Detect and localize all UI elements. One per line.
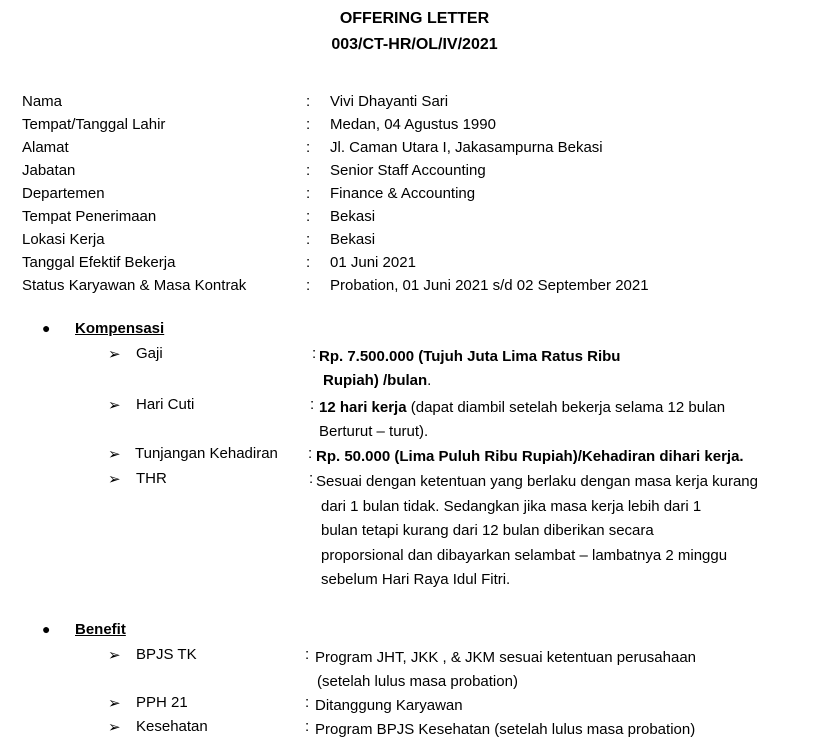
bpjs-tk-line: Program JHT, JKK , & JKM sesuai ketentuan perusahaan <box>315 649 697 666</box>
item-label-hari-cuti: Hari Cuti <box>136 396 195 413</box>
item-value-kesehatan: Program BPJS Kesehatan (setelah lulus masa probation) <box>315 721 696 738</box>
item-colon: : <box>308 445 313 462</box>
info-colon: : <box>306 254 311 271</box>
thr-line: bulan tetapi kurang dari 12 bulan diberikan secara <box>321 522 654 539</box>
item-value-gaji <box>319 345 799 392</box>
info-row <box>22 274 802 297</box>
info-row <box>22 113 802 136</box>
info-label: Status Karyawan & Masa Kontrak <box>22 277 247 294</box>
info-colon: : <box>306 116 311 133</box>
info-colon: : <box>306 185 311 202</box>
arrow-icon: ➢ <box>108 647 121 664</box>
info-value: 01 Juni 2021 <box>330 254 416 271</box>
arrow-icon: ➢ <box>108 719 121 736</box>
thr-line: Sesuai dengan ketentuan yang berlaku dengan masa kerja kurang <box>316 473 758 490</box>
bullet-icon: ● <box>42 621 51 637</box>
info-row <box>22 205 802 228</box>
cuti-note: (dapat diambil setelah bekerja selama 12 bulan <box>406 399 726 416</box>
section-title-benefit: Benefit <box>75 621 126 638</box>
letter-number: 003/CT-HR/OL/IV/2021 <box>331 36 498 53</box>
item-label-thr: THR <box>136 470 167 487</box>
info-colon: : <box>306 139 311 156</box>
item-colon: : <box>305 718 310 735</box>
info-value: Finance & Accounting <box>330 185 476 202</box>
info-label: Nama <box>22 93 63 110</box>
info-colon: : <box>306 93 311 110</box>
thr-line: proporsional dan dibayarkan selambat – lambatnya 2 minggu <box>321 546 728 564</box>
bpjs-tk-line: (setelah lulus masa probation) <box>317 672 518 690</box>
thr-line: dari 1 bulan tidak. Sedangkan jika masa kerja lebih dari 1 <box>321 497 702 515</box>
info-value: Vivi Dhayanti Sari <box>330 93 449 110</box>
cuti-note-line2: Berturut – turut). <box>319 422 429 440</box>
info-row <box>22 251 802 274</box>
item-label-pph21: PPH 21 <box>136 694 188 711</box>
info-label: Departemen <box>22 185 105 202</box>
gaji-period-end: . <box>427 371 432 389</box>
info-label: Alamat <box>22 139 69 156</box>
item-label-tunjangan: Tunjangan Kehadiran <box>135 445 278 462</box>
section-title-kompensasi: Kompensasi <box>75 320 165 337</box>
info-value: Medan, 04 Agustus 1990 <box>330 116 496 133</box>
item-value-bpjs-tk <box>315 646 815 693</box>
info-colon: : <box>306 277 311 294</box>
cuti-days: 12 hari kerja <box>319 399 407 416</box>
item-colon: : <box>309 470 314 487</box>
tunjangan-amount: Rp. 50.000 (Lima Puluh Ribu Rupiah)/Kehadiran dihari kerja. <box>316 448 744 465</box>
item-colon: : <box>305 694 310 711</box>
info-row <box>22 90 802 113</box>
bullet-icon: ● <box>42 320 51 336</box>
info-label: Tempat/Tanggal Lahir <box>22 116 166 133</box>
info-label: Jabatan <box>22 162 76 179</box>
gaji-amount-line2: Rupiah) /bulan <box>323 371 428 389</box>
item-value-pph21: Ditanggung Karyawan <box>315 697 463 714</box>
info-row <box>22 136 802 159</box>
item-label-kesehatan: Kesehatan <box>136 718 208 735</box>
arrow-icon: ➢ <box>108 397 121 414</box>
arrow-icon: ➢ <box>108 446 121 463</box>
employee-info <box>22 90 802 297</box>
arrow-icon: ➢ <box>108 346 121 363</box>
info-value: Bekasi <box>330 231 376 248</box>
info-value: Senior Staff Accounting <box>330 162 486 179</box>
info-row <box>22 228 802 251</box>
info-value: Probation, 01 Juni 2021 s/d 02 September 2021 <box>330 277 649 294</box>
gaji-amount-line1: Rp. 7.500.000 (Tujuh Juta Lima Ratus Ribu <box>319 348 621 365</box>
info-colon: : <box>306 162 311 179</box>
info-colon: : <box>306 231 311 248</box>
info-label: Lokasi Kerja <box>22 231 105 248</box>
info-value: Bekasi <box>330 208 376 225</box>
item-colon: : <box>312 345 317 362</box>
item-label-bpjs-tk: BPJS TK <box>136 646 197 663</box>
thr-line: sebelum Hari Raya Idul Fitri. <box>321 571 511 588</box>
item-colon: : <box>305 646 310 663</box>
arrow-icon: ➢ <box>108 695 121 712</box>
info-row <box>22 159 802 182</box>
info-label: Tempat Penerimaan <box>22 208 157 225</box>
info-label: Tanggal Efektif Bekerja <box>22 254 176 271</box>
info-row <box>22 182 802 205</box>
item-colon: : <box>310 396 315 413</box>
item-value-tunjangan <box>316 445 816 469</box>
info-colon: : <box>306 208 311 225</box>
item-label-gaji: Gaji <box>136 345 163 362</box>
letter-title: OFFERING LETTER <box>339 10 490 27</box>
item-value-hari-cuti <box>319 396 799 443</box>
item-value-thr <box>316 470 812 593</box>
arrow-icon: ➢ <box>108 471 121 488</box>
info-value: Jl. Caman Utara I, Jakasampurna Bekasi <box>330 139 603 156</box>
